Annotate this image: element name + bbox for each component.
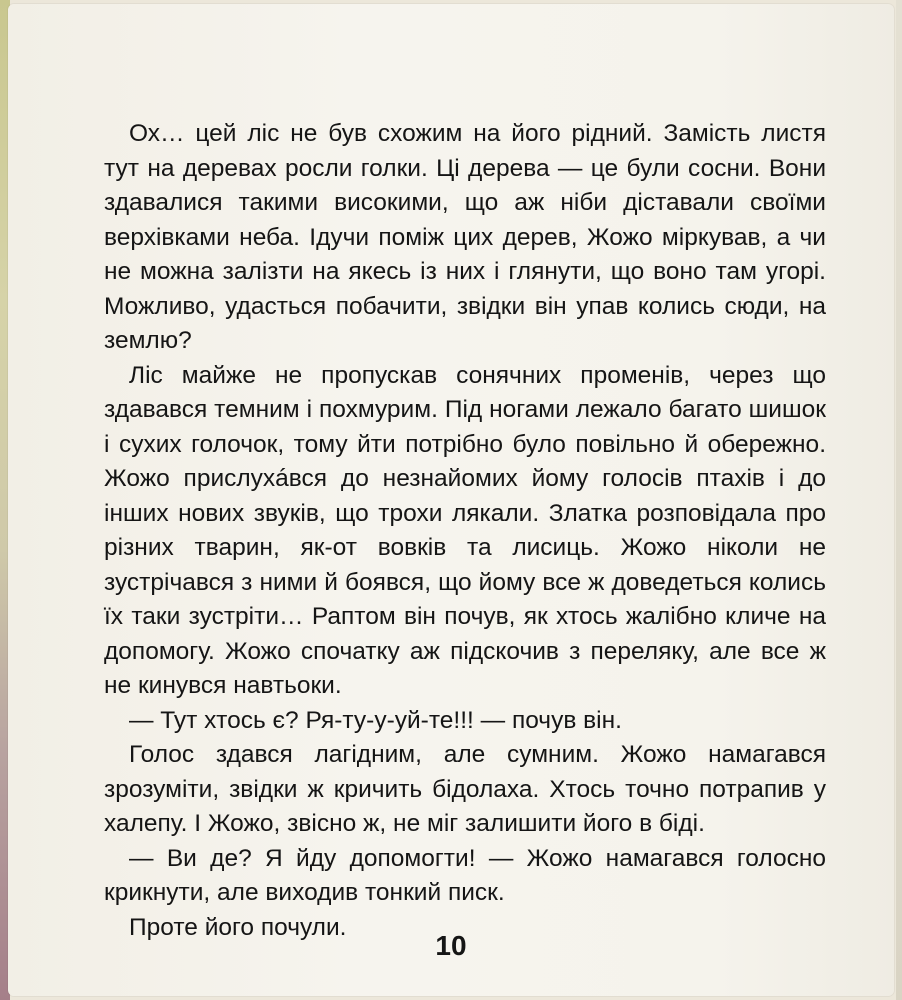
paragraph: Проте його почули. (129, 913, 347, 941)
paragraph: — Ви де? Я йду допомогти! — Жожо намагався голосно крикнути, але виходив тонкий писк. (104, 844, 826, 906)
paragraph: Ліс майже не пропускав сонячних променів, через що здавався темним і похмурим. Під ногами лежало багато шишок і сухих голочок, тому йти потрібно було повільно й обережно. Жожо прислухáвся до незнайомих йому голосів птахів і до інших нових звуків, що трохи лякали. Златка розповідала про різних тварин, як-от вовків та лисиць. Жожо ніколи не зустрічався з ними й боявся, що йому все ж доведеться колись їх таки зустріти… Раптом він почув, як хтось жалібно кличе на допомогу. Жожо спочатку аж підскочив з переляку, але все ж не кинувся навтьоки. (104, 361, 826, 699)
paragraph: Голос здався лагідним, але сумним. Жожо намагався зрозуміти, звідки ж кричить бідолаха. Хтось точно потрапив у халепу. І Жожо, звісно ж, не міг залишити його в біді. (104, 741, 826, 837)
page-number: 10 (435, 930, 467, 961)
book-edge-right (896, 0, 902, 1000)
paragraph: Ох… цей ліс не був схожим на його рідний. Замість листя тут на деревах росли голки. Ці дерева — це були сосни. Вони здавалися такими високими, що аж ніби діставали своїми верхівками неба. Ідучи поміж цих дерев, Жожо міркував, а чи не можна залізти на якесь із них і глянути, що воно там угорі. Можливо, удасться побачити, звідки він упав колись сюди, на землю? (104, 120, 826, 354)
page-text (104, 117, 826, 945)
paragraph: — Тут хтось є? Ря-ту-у-уй-те!!! — почув він. (129, 706, 622, 734)
